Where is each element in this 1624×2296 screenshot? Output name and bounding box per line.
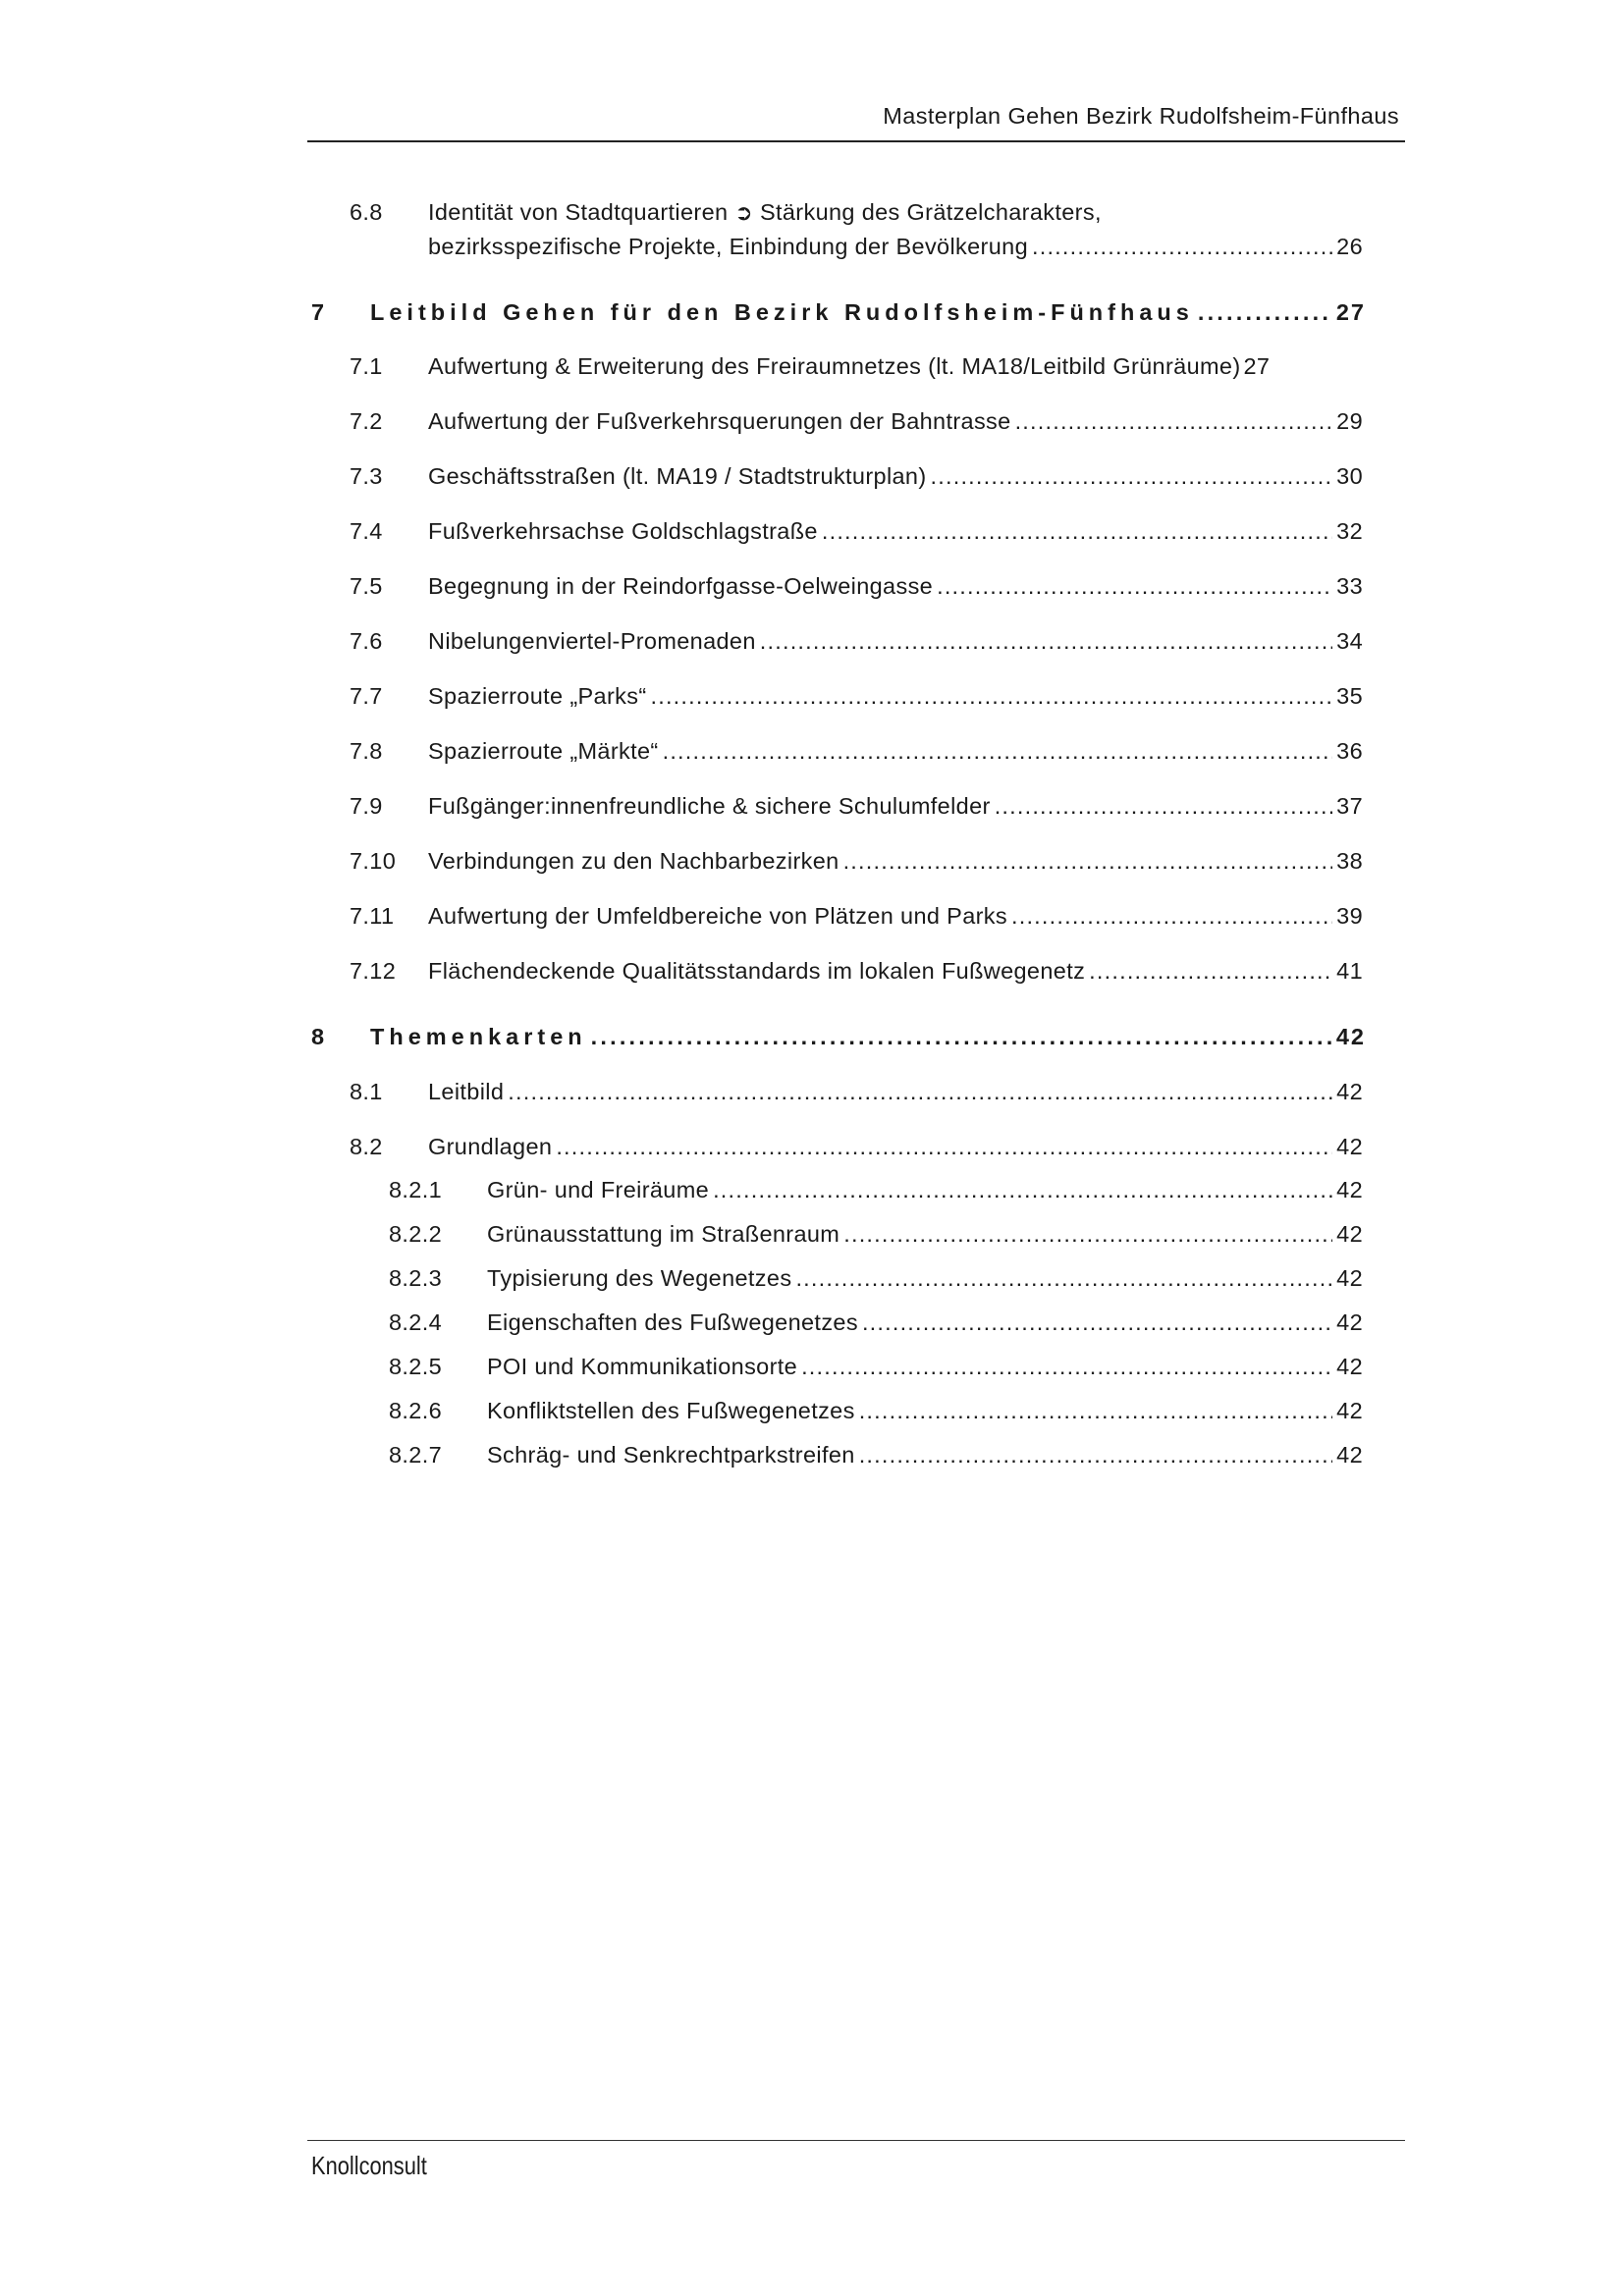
toc-leader-dots bbox=[556, 1133, 1332, 1160]
toc-number: 8.2.5 bbox=[389, 1354, 443, 1379]
toc-number: 7.2 bbox=[350, 408, 383, 434]
toc-title: Begegnung in der Reindorfgasse-Oelweingasse bbox=[428, 573, 934, 599]
toc-number: 7.9 bbox=[350, 793, 383, 819]
footer-company: Knollconsult bbox=[311, 2151, 427, 2180]
toc-number: 6.8 bbox=[350, 199, 383, 225]
toc-title: Eigenschaften des Fußwegenetzes bbox=[487, 1309, 858, 1335]
toc-page-number: 42 bbox=[1336, 1309, 1363, 1335]
page-footer bbox=[307, 2140, 1405, 2180]
toc-page-number: 36 bbox=[1336, 738, 1363, 764]
toc-number: 7.6 bbox=[350, 628, 383, 654]
toc-entry-6-8[interactable] bbox=[350, 198, 1363, 267]
toc-title: Themenkarten bbox=[370, 1024, 587, 1049]
toc-number: 7.3 bbox=[350, 463, 383, 489]
toc-number: 7.1 bbox=[350, 353, 383, 379]
header-title: Masterplan Gehen Bezirk Rudolfsheim-Fünfhaus bbox=[883, 103, 1399, 129]
toc-number: 7 bbox=[311, 299, 330, 325]
toc-title: Aufwertung der Fußverkehrsquerungen der Bahntrasse bbox=[428, 408, 1011, 434]
toc-title-line2: bezirksspezifische Projekte, Einbindung der Bevölkerung bbox=[428, 234, 1028, 259]
toc-leader-dots bbox=[843, 847, 1333, 875]
toc-page-number: 32 bbox=[1336, 518, 1363, 544]
toc-title: POI und Kommunikationsorte bbox=[487, 1354, 798, 1379]
toc-number: 7.8 bbox=[350, 738, 383, 764]
toc-title: Grundlagen bbox=[428, 1134, 553, 1159]
toc-leader-dots bbox=[1198, 298, 1332, 326]
toc-title: Aufwertung der Umfeldbereiche von Plätzen und Parks bbox=[428, 903, 1007, 929]
toc-page-number: 41 bbox=[1336, 958, 1363, 984]
toc-title: Grünausstattung im Straßenraum bbox=[487, 1221, 840, 1247]
toc-number: 8.2.1 bbox=[389, 1177, 443, 1202]
toc-number: 8 bbox=[311, 1024, 330, 1049]
toc-title: Spazierroute „Märkte“ bbox=[428, 738, 659, 764]
toc-title: Geschäftsstraßen (lt. MA19 / Stadtstrukturplan) bbox=[428, 463, 927, 489]
toc-leader-dots bbox=[508, 1078, 1332, 1105]
toc-title: Typisierung des Wegenetzes bbox=[487, 1265, 792, 1291]
toc-leader-dots bbox=[801, 1353, 1332, 1380]
toc-page-number: 27 bbox=[1335, 299, 1366, 325]
toc-page-number: 42 bbox=[1336, 1398, 1363, 1423]
toc-leader-dots bbox=[862, 1308, 1332, 1336]
toc-page-number: 35 bbox=[1336, 683, 1363, 709]
toc-page-number: 42 bbox=[1336, 1442, 1363, 1468]
toc-page-number: 26 bbox=[1336, 234, 1363, 259]
toc-leader-dots bbox=[1011, 902, 1332, 930]
toc-leader-dots bbox=[713, 1176, 1332, 1203]
toc-number: 8.2.2 bbox=[389, 1221, 443, 1247]
toc-leader-dots bbox=[859, 1397, 1332, 1424]
toc-title: Nibelungenviertel-Promenaden bbox=[428, 628, 756, 654]
toc-leader-dots bbox=[591, 1023, 1332, 1050]
toc-page-number: 30 bbox=[1336, 463, 1363, 489]
toc-page-number: 33 bbox=[1336, 573, 1363, 599]
toc-page-number: 42 bbox=[1336, 1134, 1363, 1159]
toc-title: Grün- und Freiräume bbox=[487, 1177, 710, 1202]
toc-title: Konfliktstellen des Fußwegenetzes bbox=[487, 1398, 855, 1423]
toc-leader-dots bbox=[995, 792, 1332, 820]
toc-number: 8.2.3 bbox=[389, 1265, 443, 1291]
toc-number: 8.1 bbox=[350, 1079, 383, 1104]
toc-title: Flächendeckende Qualitätsstandards im lokalen Fußwegenetz bbox=[428, 958, 1086, 984]
toc-title: Leitbild bbox=[428, 1079, 505, 1104]
toc-title: Fußgänger:innenfreundliche & sichere Schulumfelder bbox=[428, 793, 991, 819]
toc-leader-dots bbox=[651, 682, 1333, 710]
toc-leader-dots bbox=[843, 1220, 1332, 1248]
toc-title: Spazierroute „Parks“ bbox=[428, 683, 647, 709]
toc-leader-dots bbox=[822, 517, 1332, 545]
toc-page-number: 42 bbox=[1336, 1177, 1363, 1202]
toc-number: 7.11 bbox=[350, 903, 395, 929]
toc-number: 7.4 bbox=[350, 518, 383, 544]
toc-page-number: 39 bbox=[1336, 903, 1363, 929]
toc-title: Leitbild Gehen für den Bezirk Rudolfsheim-Fünfhaus bbox=[370, 299, 1194, 325]
toc-title: Aufwertung & Erweiterung des Freiraumnetzes (lt. MA18/Leitbild Grünräume) bbox=[428, 353, 1241, 379]
toc-number: 7.7 bbox=[350, 683, 383, 709]
toc-title-line1: Identität von Stadtquartieren ➲ Stärkung des Grätzelcharakters, bbox=[428, 199, 1102, 226]
toc-leader-dots bbox=[795, 1264, 1332, 1292]
toc-leader-dots bbox=[760, 627, 1332, 655]
toc-number: 8.2.7 bbox=[389, 1442, 443, 1468]
toc-number: 7.12 bbox=[350, 958, 397, 984]
toc-number: 7.5 bbox=[350, 573, 383, 599]
toc-page-number: 42 bbox=[1336, 1221, 1363, 1247]
toc-leader-dots bbox=[1015, 407, 1333, 435]
toc-leader-dots bbox=[859, 1441, 1332, 1468]
toc-leader-dots bbox=[937, 572, 1332, 600]
toc-page-number: 38 bbox=[1336, 848, 1363, 874]
toc-number: 8.2.4 bbox=[389, 1309, 443, 1335]
toc-page-number: 37 bbox=[1336, 793, 1363, 819]
toc-page-number: 42 bbox=[1336, 1354, 1363, 1379]
toc-leader-dots bbox=[663, 737, 1333, 765]
toc-title: Verbindungen zu den Nachbarbezirken bbox=[428, 848, 839, 874]
toc-page-number: 42 bbox=[1336, 1265, 1363, 1291]
toc-number: 8.2 bbox=[350, 1134, 383, 1159]
toc-leader-dots bbox=[1032, 233, 1332, 260]
toc-page-number: 42 bbox=[1335, 1024, 1366, 1049]
arrow-right-icon: ➲ bbox=[734, 201, 754, 226]
toc-page-number: 34 bbox=[1336, 628, 1363, 654]
toc-number: 7.10 bbox=[350, 848, 397, 874]
toc-number: 8.2.6 bbox=[389, 1398, 443, 1423]
toc-title: Fußverkehrsachse Goldschlagstraße bbox=[428, 518, 818, 544]
toc-page-number: 29 bbox=[1336, 408, 1363, 434]
toc-page-number: 42 bbox=[1336, 1079, 1363, 1104]
toc-title: Schräg- und Senkrechtparkstreifen bbox=[487, 1442, 855, 1468]
toc-leader-dots bbox=[1089, 957, 1332, 985]
toc-leader-dots bbox=[931, 462, 1333, 490]
toc-page-number: 27 bbox=[1243, 353, 1271, 379]
